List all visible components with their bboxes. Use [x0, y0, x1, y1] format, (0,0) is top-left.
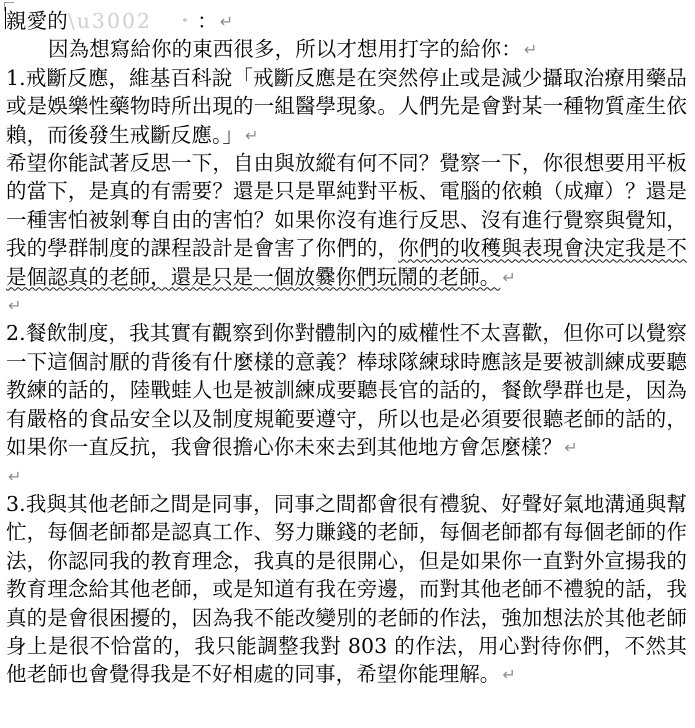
paragraph-item-2[interactable]	[6, 319, 687, 461]
paragraph-mark-icon: ↵	[219, 12, 234, 31]
grammar-flagged-clause[interactable]: 你們的收穫與表現會決定我是不是個認真的老師，還是只是一個放爨你們玩鬧的老師。	[6, 236, 687, 289]
salutation-colon: ：	[197, 9, 218, 33]
item-1b-body-plain: 希望你能試著反思一下，自由與放縱有何不同？覺察一下，你很想要用平板的當下，是真的有需要？還是只是單純對平板、電腦的依賴（成癉）？還是一種害怕被剝奪自由的害怕？如果你沒有進行反思、沒有進行覺察與覺知，我的學群制度的課程設計是會害了你們的，	[6, 151, 687, 261]
paragraph-mark-icon: ↵	[8, 466, 22, 486]
item-2-body: 2.餐飲制度，我其實有觀察到你對體制內的威權性不太喜歡，但你可以覺察一下這個討厭的背後有什麼樣的意義？棒球隊練球時應該是要被訓練成要聽教練的話的，陸戰蛙人也是被訓練成要聽長官的話的，餐飲學群也是，因為有嚴格的食品安全以及制度規範要遵守，所以也是必須要很聽老師的話的，如果你一直反抗，我會很擔心你未來去到其他地方會怎麼樣？	[6, 321, 687, 460]
paragraph-mark-icon: ↵	[244, 125, 259, 145]
paragraph-intro[interactable]	[6, 35, 687, 63]
salutation-prefix: 親愛的	[6, 9, 68, 33]
text-cursor	[5, 7, 6, 29]
redacted-recipient-name: \u3002 ・	[67, 9, 198, 33]
paragraph-item-3[interactable]	[6, 490, 687, 689]
paragraph-empty-1[interactable]	[6, 291, 687, 319]
paragraph-salutation[interactable]	[6, 7, 687, 35]
paragraph-mark-icon: ↵	[523, 40, 538, 60]
item-3-body: 3.我與其他老師之間是同事，同事之間都會很有禮貌、好聲好氣地溝通與幫忙，每個老師都是認真工作、努力賺錢的老師，每個老師都有每個老師的作法，你認同我的教育理念，我真的是很開心，但是如果你一直對外宣揚我的教育理念給其他老師，或是知道有我在旁邊，而對其他老師不禮貌的話，我真的是會很困擾的，因為我不能改變別的老師的作法，強加想法於其他老師身上是很不恰當的，我只能調整我對 803 的作法，用心對待你們，不然其他老師也會覺得我是不好相處的同事，希望你能理解。	[6, 491, 687, 687]
item-1-body: 1.戒斷反應，維基百科說「戒斷反應是在突然停止或是減少攝取治療用藥品或是娛樂性藥物時所出現的一組醫學現象。人們先是會對某一種物質產生依賴，而後發生戒斷反應。」	[6, 65, 687, 147]
paragraph-mark-icon: ↵	[8, 296, 22, 316]
paragraph-item-1[interactable]	[6, 64, 687, 149]
paragraph-mark-icon: ↵	[564, 438, 578, 458]
paragraph-empty-2[interactable]	[6, 462, 687, 490]
paragraph-mark-icon: ↵	[502, 665, 516, 685]
paragraph-item-1-continued[interactable]	[6, 149, 687, 291]
paragraph-mark-icon: ↵	[502, 267, 516, 287]
intro-text: 因為想寫給你的東西很多，所以才想用打字的給你：	[48, 37, 522, 62]
